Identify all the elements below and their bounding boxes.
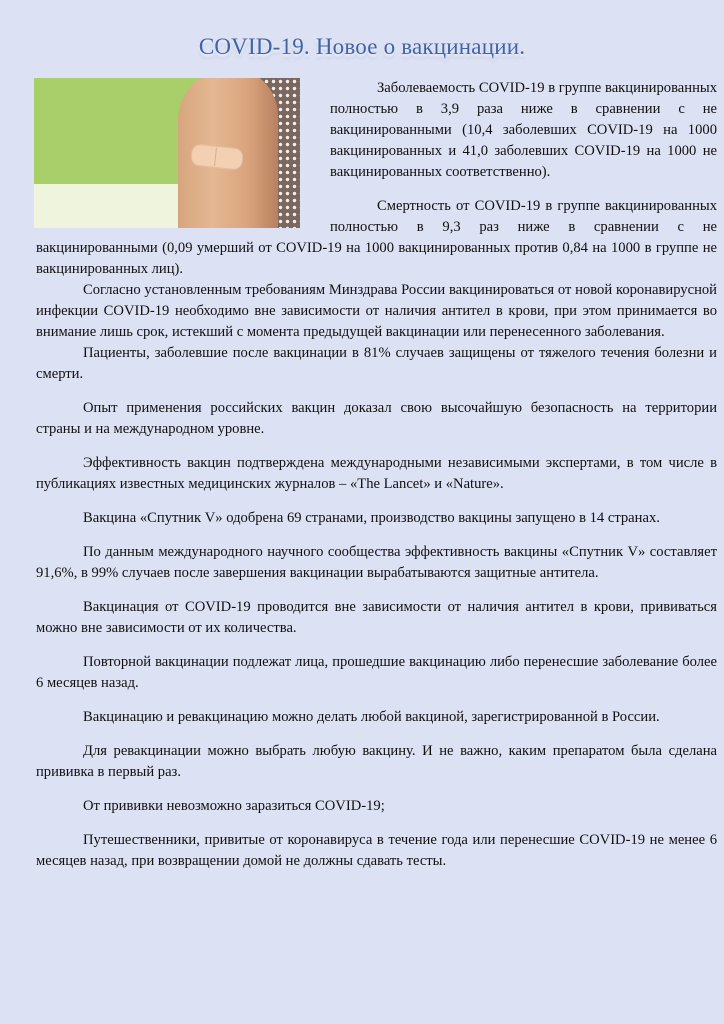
paragraph-any-vaccine: Вакцинацию и ревакцинацию можно делать любой вакциной, зарегистрированной в России.: [83, 709, 660, 725]
vaccination-arm-image: [34, 78, 300, 228]
paragraph-no-infection: От прививки невозможно заразиться COVID-19;: [83, 798, 385, 814]
paragraph-travelers: Путешественники, привитые от коронавируса в течение года или перенесшие COVID-19 не менее 6 месяцев назад, при возвращении домой не должны сдавать тесты.: [36, 832, 717, 869]
paragraph-revaccination-eligibility: Повторной вакцинации подлежат лица, прошедшие вакцинацию либо перенесшие заболевание более 6 месяцев назад.: [36, 654, 717, 691]
paragraph-ministry-requirements: Согласно установленным требованиям Минздрава России вакцинироваться от новой коронавирусной инфекции COVID-19 необходимо вне зависимости от наличия антител в крови, при этом принимается во внимание лишь срок, истекший с момента предыдущей вакцинации или перенесенного заболевания.: [36, 282, 717, 340]
paragraph-efficacy-journals: Эффективность вакцин подтверждена международными независимыми экспертами, в том числе в публикациях известных медицинских журналов – «The Lancet» и «Nature».: [36, 455, 717, 492]
paragraph-sputnik-efficacy: По данным международного научного сообщества эффективность вакцины «Спутник V» составляет 91,6%, в 99% случаев после завершения вакцинации вырабатываются защитные антитела.: [36, 544, 717, 581]
paragraph-mortality: Смертность от COVID-19 в группе вакцинированных полностью в 9,3 раз ниже в сравнении с не вакцинированными (0,09 умерший от COVID-19 на 1000 вакцинированных против 0,84 на 1000 в группе не вакцинированных лиц).: [36, 198, 717, 277]
paragraph-revaccination-choice: Для ревакцинации можно выбрать любую вакцину. И не важно, каким препаратом была сделана прививка в первый раз.: [36, 743, 717, 780]
article-body: [36, 78, 717, 872]
paragraph-incidence: Заболеваемость COVID-19 в группе вакцинированных полностью в 3,9 раза ниже в сравнении с не вакцинированными (10,4 заболевших COVID-19 на 1000 вакцинированных и 41,0 заболевших COVID-19 на 1000 не вакцинированных соответственно).: [330, 80, 717, 180]
paragraph-sputnik-approval: Вакцина «Спутник V» одобрена 69 странами, производство вакцины запущено в 14 странах.: [83, 510, 660, 526]
paragraph-safety: Опыт применения российских вакцин доказал свою высочайшую безопасность на территории страны и на международном уровне.: [36, 400, 717, 437]
paragraph-antibodies: Вакцинация от COVID-19 проводится вне зависимости от наличия антител в крови, прививаться можно вне зависимости от их количества.: [36, 599, 717, 636]
paragraph-protection-81: Пациенты, заболевшие после вакцинации в 81% случаев защищены от тяжелого течения болезни и смерти.: [36, 345, 717, 382]
page-title: COVID-19. Новое о вакцинации.: [198, 34, 526, 59]
